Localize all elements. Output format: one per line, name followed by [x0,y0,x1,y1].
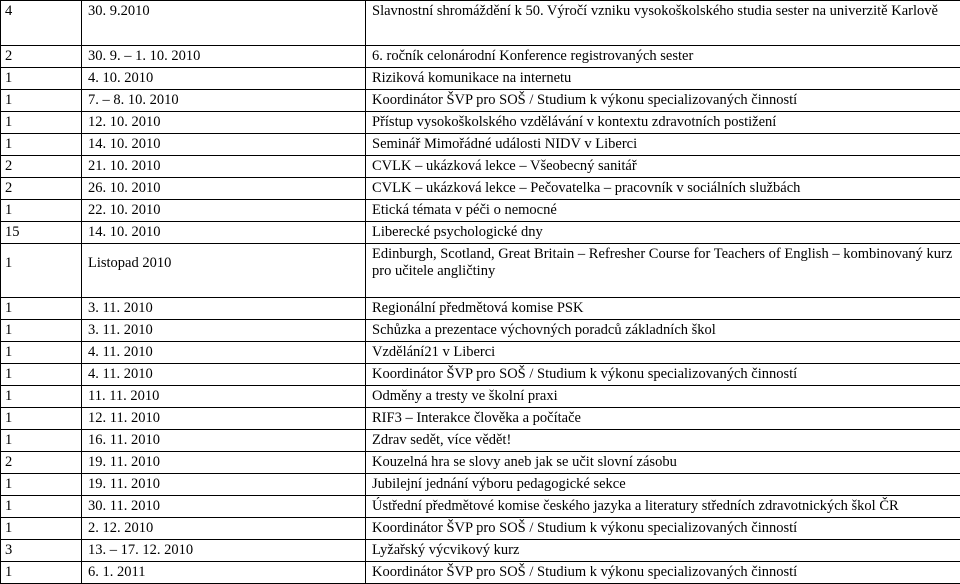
date-cell: 26. 10. 2010 [82,178,366,200]
table-row [1,1,960,46]
date-cell: Listopad 2010 [82,244,366,298]
table-row [1,134,960,156]
count-cell: 1 [1,112,82,134]
date-cell: 13. – 17. 12. 2010 [82,540,366,562]
description-cell: CVLK – ukázková lekce – Pečovatelka – pracovník v sociálních službách [366,178,960,200]
description-cell: Liberecké psychologické dny [366,222,960,244]
description-cell: 6. ročník celonárodní Konference registrovaných sester [366,46,960,68]
count-cell: 3 [1,540,82,562]
description-cell: Seminář Mimořádné události NIDV v Liberci [366,134,960,156]
count-cell: 1 [1,200,82,222]
description-cell: Koordinátor ŠVP pro SOŠ / Studium k výkonu specializovaných činností [366,90,960,112]
description-cell: Vzdělání21 v Liberci [366,342,960,364]
count-cell: 1 [1,364,82,386]
description-cell: Ústřední předmětové komise českého jazyka a literatury středních zdravotnických škol ČR [366,496,960,518]
description-cell: Odměny a tresty ve školní praxi [366,386,960,408]
date-cell: 7. – 8. 10. 2010 [82,90,366,112]
count-cell: 2 [1,46,82,68]
count-cell: 1 [1,430,82,452]
table-row [1,540,960,562]
table-row [1,320,960,342]
events-table-body [1,1,960,584]
table-row [1,562,960,584]
date-cell: 6. 1. 2011 [82,562,366,584]
table-row [1,496,960,518]
count-cell: 1 [1,408,82,430]
table-row [1,364,960,386]
count-cell: 1 [1,562,82,584]
table-row [1,178,960,200]
count-cell: 1 [1,518,82,540]
count-cell: 1 [1,298,82,320]
table-row [1,430,960,452]
date-cell: 3. 11. 2010 [82,320,366,342]
description-cell: Riziková komunikace na internetu [366,68,960,90]
count-cell: 1 [1,496,82,518]
count-cell: 1 [1,244,82,298]
count-cell: 1 [1,320,82,342]
description-cell: CVLK – ukázková lekce – Všeobecný sanitář [366,156,960,178]
description-cell: Regionální předmětová komise PSK [366,298,960,320]
date-cell: 19. 11. 2010 [82,452,366,474]
count-cell: 1 [1,474,82,496]
description-cell: Etická témata v péči o nemocné [366,200,960,222]
count-cell: 2 [1,156,82,178]
table-row [1,90,960,112]
table-row [1,408,960,430]
table-row [1,342,960,364]
table-row [1,386,960,408]
description-cell: Edinburgh, Scotland, Great Britain – Refresher Course for Teachers of English – kombinovaný kurz pro učitele angličtiny [366,244,960,298]
date-cell: 12. 10. 2010 [82,112,366,134]
table-row [1,244,960,298]
count-cell: 1 [1,90,82,112]
count-cell: 4 [1,1,82,46]
description-cell: Koordinátor ŠVP pro SOŠ / Studium k výkonu specializovaných činností [366,518,960,540]
table-row [1,200,960,222]
table-row [1,452,960,474]
count-cell: 2 [1,452,82,474]
table-row [1,112,960,134]
date-cell: 30. 9. – 1. 10. 2010 [82,46,366,68]
table-row [1,156,960,178]
count-cell: 2 [1,178,82,200]
date-cell: 4. 10. 2010 [82,68,366,90]
description-cell: Lyžařský výcvikový kurz [366,540,960,562]
date-cell: 4. 11. 2010 [82,342,366,364]
description-cell: Jubilejní jednání výboru pedagogické sekce [366,474,960,496]
count-cell: 1 [1,386,82,408]
date-cell: 19. 11. 2010 [82,474,366,496]
date-cell: 30. 11. 2010 [82,496,366,518]
table-row [1,68,960,90]
description-cell: Schůzka a prezentace výchovných poradců základních škol [366,320,960,342]
table-row [1,46,960,68]
date-cell: 16. 11. 2010 [82,430,366,452]
date-cell: 14. 10. 2010 [82,222,366,244]
table-row [1,474,960,496]
description-cell: Přístup vysokoškolského vzdělávání v kontextu zdravotních postižení [366,112,960,134]
description-cell: RIF3 – Interakce člověka a počítače [366,408,960,430]
date-cell: 22. 10. 2010 [82,200,366,222]
description-cell: Kouzelná hra se slovy aneb jak se učit slovní zásobu [366,452,960,474]
date-cell: 4. 11. 2010 [82,364,366,386]
description-cell: Zdrav sedět, více vědět! [366,430,960,452]
date-cell: 11. 11. 2010 [82,386,366,408]
count-cell: 1 [1,134,82,156]
table-row [1,518,960,540]
description-cell: Slavnostní shromáždění k 50. Výročí vzniku vysokoškolského studia sester na univerzitě Karlově [366,1,960,46]
date-cell: 2. 12. 2010 [82,518,366,540]
table-row [1,222,960,244]
description-cell: Koordinátor ŠVP pro SOŠ / Studium k výkonu specializovaných činností [366,364,960,386]
date-cell: 30. 9.2010 [82,1,366,46]
count-cell: 15 [1,222,82,244]
count-cell: 1 [1,342,82,364]
date-cell: 14. 10. 2010 [82,134,366,156]
date-cell: 3. 11. 2010 [82,298,366,320]
description-cell: Koordinátor ŠVP pro SOŠ / Studium k výkonu specializovaných činností [366,562,960,584]
count-cell: 1 [1,68,82,90]
date-cell: 21. 10. 2010 [82,156,366,178]
table-row [1,298,960,320]
date-cell: 12. 11. 2010 [82,408,366,430]
